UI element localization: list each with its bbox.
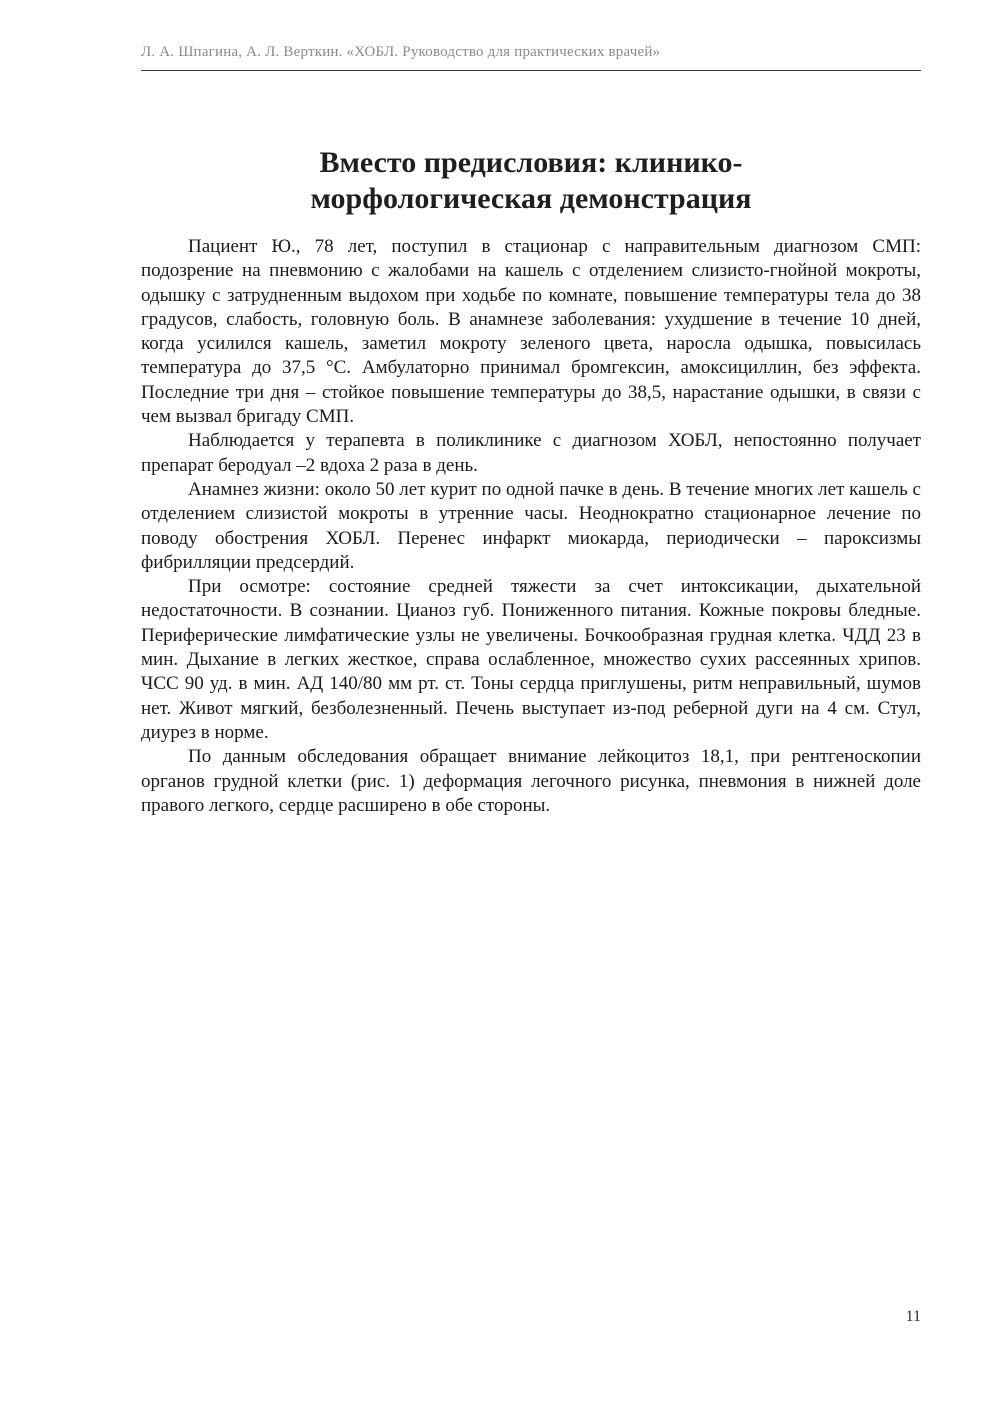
paragraph-life-anamnesis: Анамнез жизни: около 50 лет курит по одной пачке в день. В течение многих лет кашель с отделением слизистой мокроты в утренние часы. Неоднократно стационарное лечение по поводу обострения ХОБЛ. Перенес инфаркт миокарда, периодически – пароксизмы фибрилляции предсердий.: [141, 478, 921, 573]
page-number: 11: [905, 1308, 921, 1325]
paragraph-patient-history: Пациент Ю., 78 лет, поступил в стационар с направительным диагнозом СМП: подозрение на пневмонию с жалобами на кашель с отделением слизисто-гнойной мокроты, одышку с затрудненным выдохом при ходьбе по комнате, повышение температуры тела до 38 градусов, слабость, головную боль. В анамнезе заболевания: ухудшение в течение 10 дней, когда усилился кашель, заметил мокроту зеленого цвета, наросла одышка, повысилась температура до 37,5 °С. Амбулаторно принимал бромгексин, амоксициллин, без эффекта. Последние три дня – стойкое повышение температуры до 38,5, нарастание одышки, в связи с чем вызвал бригаду СМП.: [141, 236, 921, 428]
paragraph-investigations: По данным обследования обращает внимание лейкоцитоз 18,1, при рентгеноскопии органов грудной клетки (рис. 1) деформация легочного рисунка, пневмония в нижней доле правого легкого, сердце расширено в обе стороны.: [141, 746, 921, 816]
paragraph-examination: При осмотре: состояние средней тяжести за счет интоксикации, дыхательной недостаточности. В сознании. Цианоз губ. Пониженного питания. Кожные покровы бледные. Периферические лимфатические узлы не увеличены. Бочкообразная грудная клетка. ЧДД 23 в мин. Дыхание в легких жесткое, справа ослабленное, множество сухих рассеянных хрипов. ЧСС 90 уд. в мин. АД 140/80 мм рт. ст. Тоны сердца приглушены, ритм неправильный, шумов нет. Живот мягкий, безболезненный. Печень выступает из-под реберной дуги на 4 см. Стул, диурез в норме.: [141, 576, 921, 743]
chapter-title-line-1: Вместо предисловия: клинико-: [319, 146, 743, 179]
header-rule: [141, 70, 921, 71]
paragraph-outpatient-therapy: Наблюдается у терапевта в поликлинике с диагнозом ХОБЛ, непостоянно получает препарат беродуал –2 вдоха 2 раза в день.: [141, 430, 921, 476]
chapter-title-line-2: морфологическая демонстрация: [310, 182, 752, 215]
chapter-title: [141, 145, 921, 217]
running-header: Л. А. Шпагина, А. Л. Верткин. «ХОБЛ. Руководство для практических врачей»: [141, 44, 661, 60]
body-text: [141, 235, 921, 818]
